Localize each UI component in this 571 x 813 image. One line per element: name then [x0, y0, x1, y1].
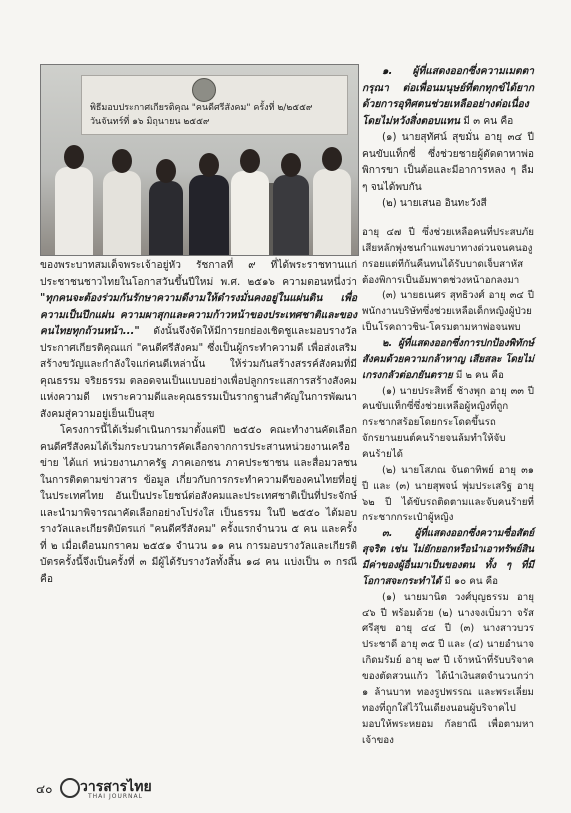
right-column-lower	[362, 225, 534, 748]
nominee-2-1: (๑) นายประสิทธิ์ ช้างพุก อายุ ๓๓ ปี คนขับแท็กซี่ซึ่งช่วยเหลือผู้หญิงที่ถูกกระชากสร้อยโดยกระโดดขึ้นรถจักรยานยนต์คนร้ายจนล้มทำให้จับคนร้ายได้	[362, 385, 534, 461]
nominee-1-2-name: (๒) นายเสนอ อินทะวังสี	[382, 198, 487, 209]
ceremony-photo	[40, 64, 359, 256]
page-footer	[36, 776, 176, 802]
intro-text-tail: ดังนั้นจึงจัดให้มีการยกย่องเชิดชูและมอบรางวัลประกาศเกียรติคุณแก่ "คนดีศรีสังคม" ซึ่งเป็นผู้กระทำความดี เพื่อส่งเสริม สร้างขวัญและกำลังใจแก่คนดีเหล่านั้น ให้ร่วมกันสร้างสรรค์สังคมที่มีคุณธรรม จริยธรรม ตลอดจนเป็นแบบอย่างเพื่อปลูกกระแสการสร้างสังคมแห่งความดี เพราะความดีและคุณธรรมเป็นรากฐานสำคัญในการพัฒนาสังคมสู่ความอยู่เย็นเป็นสุข	[40, 326, 357, 420]
thai-journal-logo-icon	[60, 778, 80, 798]
category-3-count: มี ๑๐ คน คือ	[441, 575, 499, 587]
intro-text: ของพระบาทสมเด็จพระเจ้าอยู่หัว รัชกาลที่ ๙ ที่ได้พระราชทานแก่ประชาชนชาวไทยในโอกาสวันขึ้นปีใหม่ พ.ศ. ๒๕๑๖ ความตอนหนึ่งว่า	[40, 260, 357, 288]
person-4	[189, 175, 229, 255]
nominee-2-2: (๒) นายโสภณ จันดาทิพย์ อายุ ๓๑ ปี และ (๓) นายสุพจน์ พุ่มประเสริฐ อายุ ๖๒ ปี ได้ขับรถติดตามและจับคนร้ายที่กระชากกระเป๋าผู้หญิง	[362, 464, 534, 524]
right-column	[362, 64, 534, 213]
journal-brand-sub: THAI JOURNAL	[88, 793, 143, 800]
nominee-1-1: (๑) นายสุทัศน์ สุขมั่น อายุ ๓๔ ปี คนขับแท็กซี่ ซึ่งช่วยชายผู้ตัดตาหาพ่อพิการขา เป็นต้อและมีอาการหลง ๆ ลืม ๆ จนได้พบกัน	[362, 132, 534, 193]
person-1	[55, 167, 93, 255]
banner-text-line1: พิธีมอบประกาศเกียรติคุณ "คนดีศรีสังคม" ครั้งที่ ๒/๒๕๕๙	[90, 103, 313, 112]
banner-text-line2: วันจันทร์ที่ ๑๖ มิถุนายน ๒๕๕๙	[90, 117, 210, 126]
category-2-count: มี ๒ คน คือ	[452, 369, 504, 381]
person-6	[273, 175, 309, 255]
journal-brand: วารสารไทย	[80, 779, 152, 795]
category-1-heading: ๑. ผู้ที่แสดงออกซึ่งความเมตตากรุณา ต่อเพื่อนมนุษย์ที่ตกทุกข์ได้ยาก ด้วยการอุทิศตนช่วยเหลืออย่างต่อเนื่อง โดยไม่หวังสิ่งตอบแทน	[362, 66, 534, 127]
person-7	[313, 169, 351, 255]
emblem-seal-icon	[192, 78, 216, 102]
royal-quote: "ทุกคนจะต้องร่วมกันรักษาความดีงามให้ดำรงมั่นคงอยู่ในแผ่นดิน เพื่อความเป็นปึกแผ่น ความผาสุกและความก้าวหน้าของประเทศชาติและของคนไทยทุกถ้วนหน้า..."	[40, 293, 357, 337]
person-5	[231, 171, 269, 255]
person-2	[103, 171, 141, 255]
person-3	[149, 181, 183, 255]
left-column	[40, 258, 357, 588]
nominee-1-3: (๓) นายธเนศร สุทธิวงศ์ อายุ ๓๔ ปี พนักงานบริษัทซึ่งช่วยเหลือเด็กหญิงผู้ป่วยเป็นโรคถาวชิน-โครมตามหาพ่อจนพบ	[362, 290, 534, 334]
category-2-heading: ๒. ผู้ที่แสดงออกซึ่งการปกป้องพิทักษ์สังคมด้วยความกล้าหาญ เสียสละ โดยไม่เกรงกลัวต่อภยันตราย	[362, 338, 534, 381]
category-3-heading: ๓. ผู้ที่แสดงออกซึ่งความซื่อสัตย์ สุจริต เช่น ไม่ยักยอกหรือนำเอาทรัพย์สินมีค่าของผู้อื่นมาเป็นของตน ทั้ง ๆ ที่มีโอกาสจะกระทำได้	[362, 528, 534, 587]
page-number: ๔๐	[36, 782, 53, 796]
project-history-paragraph: โครงการนี้ได้เริ่มดำเนินการมาตั้งแต่ปี ๒๕๕๐ คณะทำงานคัดเลือกคนดีศรีสังคมได้เริ่มกระบวนการคัดเลือกจากการประสานหน่วยงานเครือข่าย ได้แก่ หน่วยงานภาครัฐ ภาคเอกชน ภาคประชาชน และสื่อมวลชน ในการติดตามข่าวสาร ข้อมูล เกี่ยวกับการกระทำความดีของคนไทยที่อยู่ในประเทศไทย อันเป็นประโยชน์ต่อสังคมและประเทศชาติเป็นที่ประจักษ์ และนำมาพิจารณาคัดเลือกอย่างโปร่งใส เป็นธรรม ในปี ๒๕๕๐ ได้มอบรางวัลและเกียรติบัตรแก่ "คนดีศรีสังคม" ครั้งแรกจำนวน ๕ คน และครั้งที่ ๒ เมื่อเดือนมกราคม ๒๕๕๑ จำนวน ๑๑ คน การมอบรางวัลและเกียรติบัตรครั้งนี้จึงเป็นครั้งที่ ๓ มีผู้ได้รับรางวัลทั้งสิ้น ๑๘ คน แบ่งเป็น ๓ กรณี คือ	[40, 425, 357, 585]
nominee-1-2-detail: อายุ ๔๗ ปี ซึ่งช่วยเหลือคนที่ประสบภัยเสียหลักพุ่งชนกำแพงบาทางด่วนจนคนองูกรอยแต่ทีกันคืนทนได้รับบาดเจ็บสาหัสต้องพิการเป็นอัมพาตช่วงหน้าอกลงมา	[362, 227, 534, 286]
nominee-3-1: (๑) นายมานิต วงศ์บุญธรรม อายุ ๔๖ ปี พร้อมด้วย (๒) นางจงเบิ่มวา จรัสศรีสุข อายุ ๔๔ ปี (๓) นางสาวบวร ประชาดี อายุ ๓๕ ปี และ (๔) นายอำนาจ เกิดมรัมย์ อายุ ๒๙ ปี เจ้าหน้าที่รับบริจาคของตัดสวนแก้ว ได้นำเงินสดจำนวนกว่า ๑ ล้านบาท ทองรูปพรรณ และพระเลี่ยมทองที่ถูกใส่ไว้ในเดียงนอนผู้บริจาคไปมอบให้พระหยอม กัลยาณี เพื่อตามหาเจ้าของ	[362, 591, 534, 746]
photo-backdrop-banner	[81, 75, 348, 135]
category-1-count: มี ๓ คน คือ	[459, 115, 514, 127]
